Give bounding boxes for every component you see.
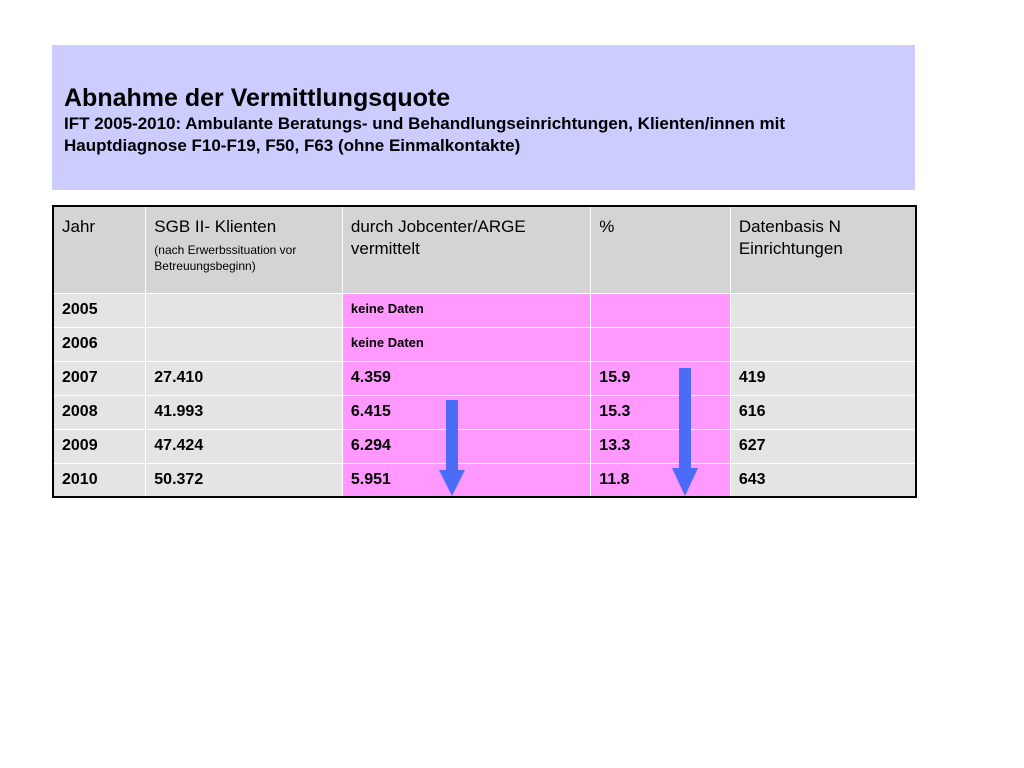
table-row [53, 327, 916, 361]
cell-mediated: keine Daten [342, 327, 590, 361]
page-title: Abnahme der Vermittlungsquote [64, 84, 451, 112]
cell-clients [146, 327, 343, 361]
cell-year: 2009 [53, 429, 146, 463]
header-year: Jahr [53, 206, 146, 293]
cell-year: 2005 [53, 293, 146, 327]
header-percent: % [591, 206, 731, 293]
header-clients: SGB II- Klienten (nach Erwerbssituation vor Betreuungsbeginn) [146, 206, 343, 293]
cell-percent [591, 327, 731, 361]
cell-year: 2006 [53, 327, 146, 361]
table-row [53, 429, 916, 463]
cell-percent: 15.9 [591, 361, 731, 395]
table-row [53, 463, 916, 497]
cell-mediated: 6.294 [342, 429, 590, 463]
cell-year: 2007 [53, 361, 146, 395]
title-box [52, 45, 915, 190]
cell-mediated: keine Daten [342, 293, 590, 327]
cell-mediated: 6.415 [342, 395, 590, 429]
down-arrow-icon [671, 366, 699, 498]
table-row [53, 293, 916, 327]
page-subtitle: IFT 2005-2010: Ambulante Beratungs- und Behandlungseinrichtungen, Klienten/innen mit Hauptdiagnose F10-F19, F50, F63 (ohne Einmalkontakte) [64, 114, 786, 155]
cell-basis [730, 293, 916, 327]
table-row [53, 395, 916, 429]
cell-clients: 41.993 [146, 395, 343, 429]
header-clients-note: (nach Erwerbssituation vor Betreuungsbeginn) [154, 243, 297, 273]
down-arrow-icon [438, 398, 466, 498]
cell-basis: 616 [730, 395, 916, 429]
header-basis: Datenbasis N Einrichtungen [730, 206, 916, 293]
cell-clients: 27.410 [146, 361, 343, 395]
cell-percent: 11.8 [591, 463, 731, 497]
cell-percent [591, 293, 731, 327]
table-header-row [53, 206, 916, 293]
cell-basis: 643 [730, 463, 916, 497]
cell-basis: 627 [730, 429, 916, 463]
cell-percent: 13.3 [591, 429, 731, 463]
data-table [52, 205, 917, 498]
cell-mediated: 5.951 [342, 463, 590, 497]
cell-clients [146, 293, 343, 327]
cell-percent: 15.3 [591, 395, 731, 429]
header-mediated: durch Jobcenter/ARGE vermittelt [342, 206, 590, 293]
cell-clients: 50.372 [146, 463, 343, 497]
cell-clients: 47.424 [146, 429, 343, 463]
cell-year: 2008 [53, 395, 146, 429]
table-row [53, 361, 916, 395]
cell-mediated: 4.359 [342, 361, 590, 395]
cell-year: 2010 [53, 463, 146, 497]
cell-basis [730, 327, 916, 361]
cell-basis: 419 [730, 361, 916, 395]
